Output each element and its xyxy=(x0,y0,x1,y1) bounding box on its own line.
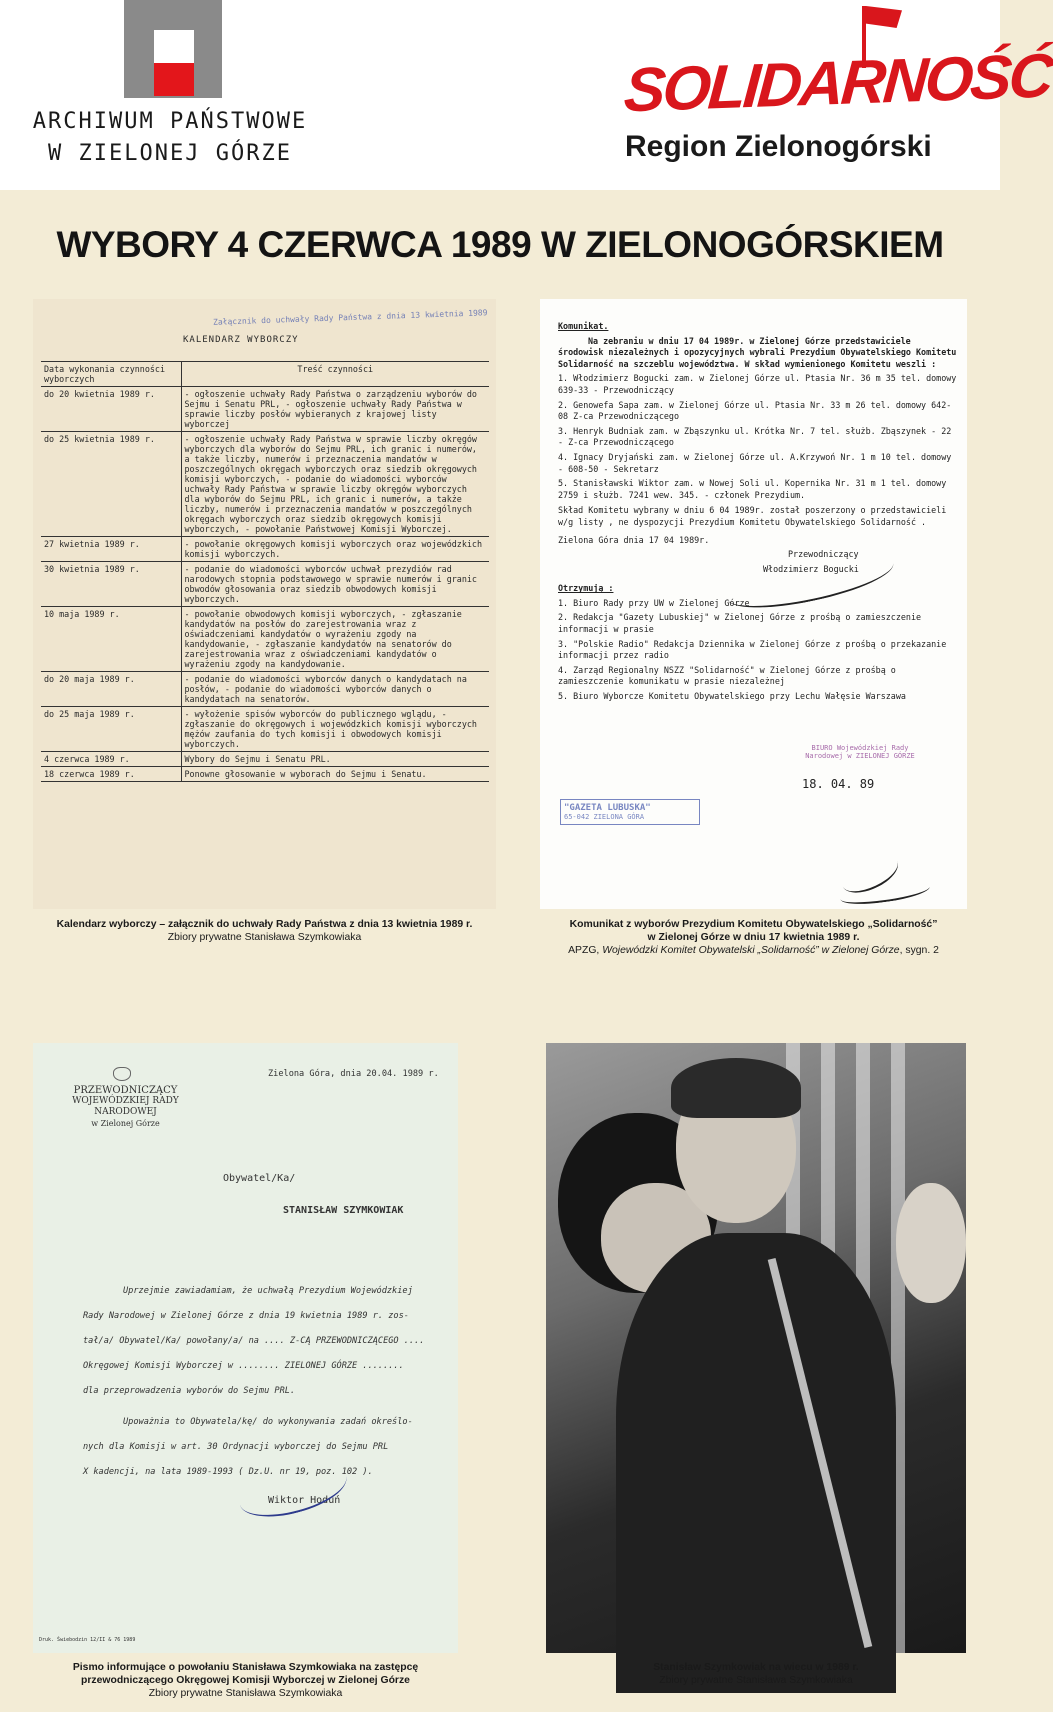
communique-member: 4. Ignacy Dryjański zam. w Zielonej Górze ul. A.Krzywoń Nr. 1 m 10 tel. domowy - 608-50 - Sekretarz xyxy=(558,451,952,474)
region-name: Region Zielonogórski xyxy=(625,130,932,163)
calendar-caption-source: Zbiory prywatne Stanisława Szymkowiaka xyxy=(167,932,362,943)
letter-addressee-name: STANISŁAW SZYMKOWIAK xyxy=(283,1205,404,1216)
table-row xyxy=(41,537,489,562)
communique-date-line: Zielona Góra dnia 17 04 1989r. xyxy=(558,534,710,545)
table-cell-date: do 25 kwietnia 1989 r. xyxy=(41,432,181,537)
table-row xyxy=(41,767,489,782)
archive-name-line2: W ZIELONEJ GÓRZE xyxy=(48,141,292,166)
communique-intro: Na zebraniu w dniu 17 04 1989r. w Zielonej Górze przedstawiciele środowisk niezależnych i opozycyjnych wybrali Prezydium Obywatelskiego Komitetu Solidarność na szczeblu województwa. W skład wymienionego Komitetu weszli : xyxy=(558,335,957,369)
table-cell-date: do 20 maja 1989 r. xyxy=(41,672,181,707)
photo-rally xyxy=(546,1043,966,1653)
table-cell-activity: - powołanie okręgowych komisji wyborczych oraz wojewódzkich komisji wyborczych. xyxy=(181,537,489,562)
table-cell-date: 4 czerwca 1989 r. xyxy=(41,752,181,767)
table-header-row xyxy=(41,362,489,387)
page-header xyxy=(0,0,1053,190)
letter-body-line: Okręgowej Komisji Wyborczej w ........ ZIELONEJ GÓRZE ........ xyxy=(83,1361,404,1371)
letter-caption-title-2: przewodniczącego Okręgowej Komisji Wyborczej w Zielonej Górze xyxy=(81,1675,410,1686)
table-row xyxy=(41,607,489,672)
letter-body xyxy=(83,1279,453,1485)
gazeta-stamp xyxy=(560,799,700,825)
table-row xyxy=(41,672,489,707)
eagle-emblem-icon xyxy=(113,1067,131,1081)
letter-caption-source: Zbiory prywatne Stanisława Szymkowiaka xyxy=(148,1688,343,1699)
recipient-item: 1. Biuro Rady przy UW w Zielonej Górze xyxy=(558,597,750,608)
archive-name-line1: ARCHIWUM PAŃSTWOWE xyxy=(32,109,308,134)
table-cell-date: 30 kwietnia 1989 r. xyxy=(41,562,181,607)
table-row xyxy=(41,752,489,767)
document-communique xyxy=(540,299,967,909)
letter-caption-title-1: Pismo informujące o powołaniu Stanisława Szymkowiaka na zastępcę xyxy=(72,1662,419,1673)
letter-caption xyxy=(33,1661,458,1700)
photo-person-background xyxy=(896,1183,966,1303)
communique-caption-source-prefix: APZG, xyxy=(568,945,603,956)
communique-signature-title: Przewodniczący xyxy=(788,549,859,560)
document-election-calendar xyxy=(33,299,496,909)
solidarnosc-logo xyxy=(620,8,1053,138)
letter-body-line: Rady Narodowej w Zielonej Górze z dnia 19 kwietnia 1989 r. zos- xyxy=(83,1311,409,1321)
table-cell-date: 18 czerwca 1989 r. xyxy=(41,767,181,782)
letter-body-line: X kadencji, na lata 1989-1993 ( Dz.U. nr 19, poz. 102 ). xyxy=(83,1467,373,1477)
table-cell-activity: - powołanie obwodowych komisji wyborczych, - zgłaszanie kandydatów na posłów do zarejestrowania wraz z oświadczeniami kandydatów o wyrażeniu zgody na kandydowanie, - zgłaszanie kandydatów na senatorów do zarejestrowania wraz z oświadczeniami kandydatów o wyrażeniu zgody na kandydowanie. xyxy=(181,607,489,672)
calendar-caption-title: Kalendarz wyborczy – załącznik do uchwały Rady Państwa z dnia 13 kwietnia 1989 r. xyxy=(56,919,473,930)
calendar-top-stamp: Załącznik do uchwały Rady Państwa z dnia 13 kwietnia 1989 xyxy=(212,308,488,327)
letter-body-line: Upoważnia to Obywatela/kę/ do wykonywania zadań określo- xyxy=(123,1417,413,1427)
communique-member: 3. Henryk Budniak zam. w Zbąszynku ul. Krótka Nr. 7 tel. służb. Zbąszynek - 22 - Z-ca Przewodniczącego xyxy=(558,425,952,448)
table-cell-date: 27 kwietnia 1989 r. xyxy=(41,537,181,562)
recipient-item: 5. Biuro Wyborcze Komitetu Obywatelskiego przy Lechu Wałęsie Warszawa xyxy=(558,691,906,702)
communique-caption-source xyxy=(540,944,967,957)
letter-issuer-line2: WOJEWÓDZKIEJ RADY NARODOWEJ xyxy=(72,1096,179,1117)
photo-person-man-cap xyxy=(671,1058,801,1118)
solidarnosc-flag-icon xyxy=(866,6,902,28)
table-cell-activity: - wyłożenie spisów wyborców do publicznego wglądu, - zgłaszanie do okręgowych i wojewódzkich komisji wyborczych mężów zaufania do tych komisji i obwodowych komisji wyborczych. xyxy=(181,707,489,752)
table-cell-activity: - ogłoszenie uchwały Rady Państwa o zarządzeniu wyborów do Sejmu i Senatu PRL, - ogłoszenie uchwały Rady Państwa w sprawie liczby posłów wybieranych z krajowej listy wyborczej xyxy=(181,387,489,432)
table-cell-activity: - podanie do wiadomości wyborców uchwał prezydiów rad narodowych stopnia podstawowego w sprawie numerów i granic obwodów głosowania oraz siedzib obwodowych komisji wyborczych. xyxy=(181,562,489,607)
photo-person-man-coat xyxy=(616,1233,896,1693)
archive-logo-icon xyxy=(124,0,222,98)
communique-text xyxy=(558,321,958,706)
table-cell-activity: - podanie do wiadomości wyborców danych o kandydatach na posłów, - podanie do wiadomości wyborców danych o kandydatach na senatorów. xyxy=(181,672,489,707)
letter-signature: Wiktor Hoduń xyxy=(268,1495,341,1506)
communique-closing: Skład Komitetu wybrany w dniu 6 04 1989r. został poszerzony o przedstawicieli w/g listy , ne dyspozycji Prezydium Komitetu Obywatelskiego Solidarność . xyxy=(558,505,947,527)
letter-body-line: tał/a/ Obywatel/Ka/ powołany/a/ na .... Z-CĄ PRZEWODNICZĄCEGO .... xyxy=(83,1336,425,1346)
photo-caption-source: Zbiory prywatne Stanisława Szymkowiaka xyxy=(659,1675,853,1686)
gazeta-stamp-name: "GAZETA LUBUSKA" xyxy=(564,803,651,813)
letter-body-line: dla przeprowadzenia wyborów do Sejmu PRL. xyxy=(83,1386,296,1396)
calendar-heading: KALENDARZ WYBORCZY xyxy=(183,335,299,345)
page-title: WYBORY 4 CZERWCA 1989 W ZIELONOGÓRSKIEM xyxy=(56,224,944,265)
letter-issuer xyxy=(43,1085,208,1129)
recipients-heading: Otrzymują : xyxy=(558,583,614,594)
table-cell-activity: - ogłoszenie uchwały Rady Państwa w sprawie liczby okręgów wyborczych dla wyborów do Sejmu PRL, ich granic i numerów, a także liczby, numerów i przeznaczenia mandatów w poszczególnych okręgach wyborczych oraz siedzib okręgowych komisji wyborczych, - podanie do wiadomości wyborców uchwały Rady Państwa w sprawie liczby okręgów wyborczych dla wyborów do Sejmu PRL, ich granic i numerów, a także liczby, numerów i przeznaczenia mandatów w poszczególnych okręgach wyborczych oraz siedzib okręgowych komisji wyborczych, - powołanie Państwowej Komisji Wyborczej. xyxy=(181,432,489,537)
recipient-item: 3. "Polskie Radio" Redakcja Dziennika w Zielonej Górze z prośbą o przekazanie informacji przez radio xyxy=(558,638,947,661)
table-cell-date: do 20 kwietnia 1989 r. xyxy=(41,387,181,432)
communique-member: 1. Włodzimierz Bogucki zam. w Zielonej Górze ul. Ptasia Nr. 36 m 35 tel. domowy 639-33 - Przewodniczący xyxy=(558,373,957,395)
communique-caption-title-1: Komunikat z wyborów Prezydium Komitetu Obywatelskiego „Solidarność” xyxy=(569,919,938,930)
table-cell-activity: Ponowne głosowanie w wyborach do Sejmu i Senatu. xyxy=(181,767,489,782)
table-header-activity: Treść czynności xyxy=(181,362,489,387)
table-row xyxy=(41,387,489,432)
table-cell-activity: Wybory do Sejmu i Senatu PRL. xyxy=(181,752,489,767)
table-cell-date: 10 maja 1989 r. xyxy=(41,607,181,672)
communique-member: 2. Genowefa Sapa zam. w Zielonej Górze ul. Ptasia Nr. 33 m 26 tel. domowy 642-08 Z-ca Przewodniczącego xyxy=(558,399,952,422)
archive-name xyxy=(20,106,320,170)
letter-body-line: Uprzejmie zawiadamiam, że uchwałą Prezydium Wojewódzkiej xyxy=(123,1286,413,1296)
biuro-stamp: BIURO Wojewódzkiej Rady Narodowej w ZIELONEJ GÓRZE xyxy=(805,744,915,760)
table-row xyxy=(41,562,489,607)
photo-caption xyxy=(546,1661,966,1687)
table-row xyxy=(41,707,489,752)
letter-issuer-line3: w Zielonej Górze xyxy=(91,1119,160,1128)
letter-body-line: nych dla Komisji w art. 30 Ordynacji wyborczej do Sejmu PRL xyxy=(83,1442,389,1452)
table-cell-date: do 25 maja 1989 r. xyxy=(41,707,181,752)
letter-print-footer: Druk. Świebodzin 12/II & 76 1989 xyxy=(39,1637,136,1643)
communique-heading: Komunikat. xyxy=(558,321,609,331)
letter-addressee-label: Obywatel/Ka/ xyxy=(223,1173,296,1184)
gazeta-stamp-city: 65-042 ZIELONA GÓRA xyxy=(564,813,645,821)
communique-caption xyxy=(540,918,967,957)
communique-caption-source-italic: Wojewódzki Komitet Obywatelski „Solidarność” w Zielonej Górze xyxy=(602,945,900,956)
recipient-item: 2. Redakcja "Gazety Lubuskiej" w Zielonej Górze z prośbą o zamieszczenie informacji w prasie xyxy=(558,612,922,635)
document-appointment-letter xyxy=(33,1043,458,1653)
table-row xyxy=(41,432,489,537)
photo-caption-title: Stanisław Szymkowiak na wiecu w 1989 r. xyxy=(653,1662,859,1673)
communique-signature-name: Włodzimierz Bogucki xyxy=(763,563,859,574)
letter-place-date: Zielona Góra, dnia 20.04. 1989 r. xyxy=(268,1069,439,1079)
communique-caption-title-2: w Zielonej Górze w dniu 17 kwietnia 1989 r. xyxy=(647,932,860,943)
calendar-table xyxy=(41,361,489,782)
received-date-stamp: 18. 04. 89 xyxy=(802,777,875,791)
calendar-caption xyxy=(33,918,496,944)
recipient-item: 4. Zarząd Regionalny NSZZ "Solidarność" w Zielonej Górze z prośbą o zamieszczenie komunikatu w prasie niezależnej xyxy=(558,664,896,687)
communique-caption-source-suffix: , sygn. 2 xyxy=(899,945,939,956)
communique-member: 5. Stanisławski Wiktor zam. w Nowej Soli ul. Kopernika Nr. 31 m 1 tel. domowy 2759 i służb. 7241 wew. 345. - członek Prezydium. xyxy=(558,478,947,500)
solidarnosc-wordmark: SOLIDARNOŚĆ xyxy=(621,41,1053,126)
table-header-date: Data wykonania czynności wyborczych xyxy=(41,362,181,387)
letter-issuer-line1: PRZEWODNICZĄCY xyxy=(73,1085,178,1096)
